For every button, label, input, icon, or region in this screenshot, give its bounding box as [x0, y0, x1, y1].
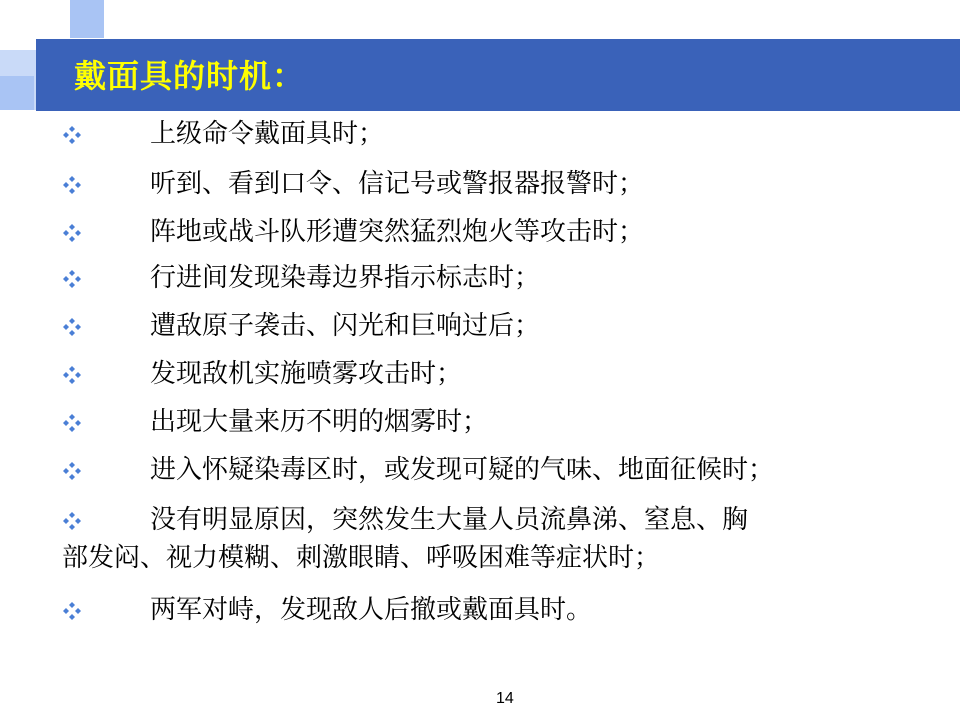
four-diamond-bullet-icon: [62, 511, 82, 531]
four-diamond-bullet-icon: [62, 601, 82, 621]
four-diamond-bullet-icon: [62, 413, 82, 433]
bullet-text: 行进间发现染毒边界指示标志时；: [150, 263, 541, 293]
four-diamond-bullet-icon: [62, 365, 82, 385]
bullet-text: 听到、看到口令、信记号或警报器报警时；: [150, 169, 645, 199]
bullet-text: 遭敌原子袭击、闪光和巨响过后；: [150, 311, 541, 341]
decor-square-small: [0, 76, 34, 110]
bullet-text-continuation: 部发闷、视力模糊、刺激眼睛、呼吸困难等症状时；: [62, 543, 661, 573]
four-diamond-bullet-icon: [62, 175, 82, 195]
decor-square-light-top: [70, 0, 104, 38]
bullet-text: 上级命令戴面具时；: [150, 119, 385, 149]
bullet-text: 发现敌机实施喷雾攻击时；: [150, 359, 463, 389]
slide-title: 戴面具的时机：: [74, 57, 306, 95]
four-diamond-bullet-icon: [62, 461, 82, 481]
four-diamond-bullet-icon: [62, 125, 82, 145]
bullet-text: 没有明显原因，突然发生大量人员流鼻涕、窒息、胸: [150, 505, 749, 535]
page-number: 14: [496, 690, 514, 707]
bullet-text: 两军对峙，发现敌人后撤或戴面具时。: [150, 595, 593, 625]
bullet-text: 进入怀疑染毒区时，或发现可疑的气味、地面征候时；: [150, 455, 775, 485]
bullet-text: 阵地或战斗队形遭突然猛烈炮火等攻击时；: [150, 217, 645, 247]
four-diamond-bullet-icon: [62, 223, 82, 243]
bullet-text: 出现大量来历不明的烟雾时；: [150, 407, 489, 437]
four-diamond-bullet-icon: [62, 269, 82, 289]
four-diamond-bullet-icon: [62, 317, 82, 337]
